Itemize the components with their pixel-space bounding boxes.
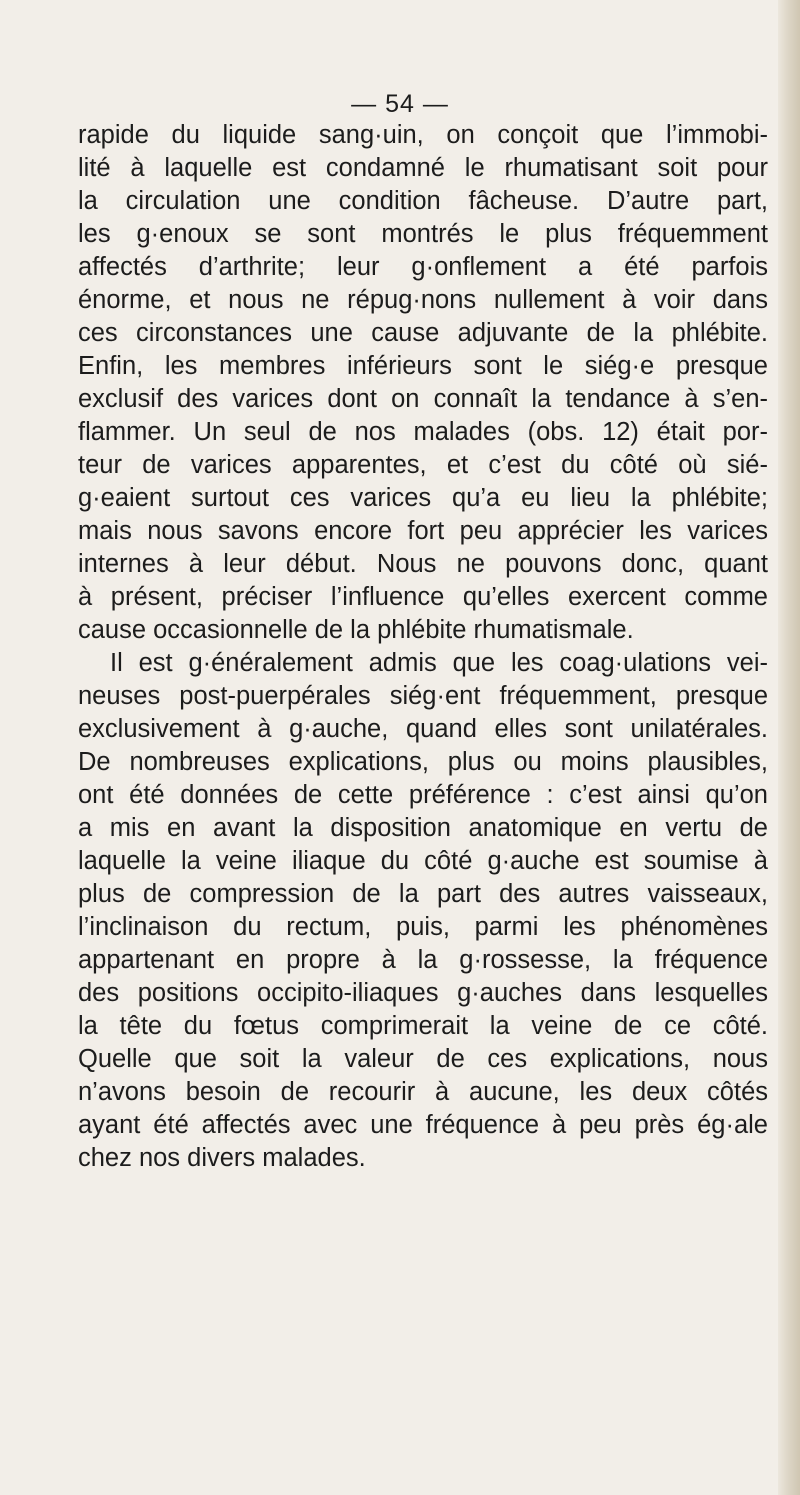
page-edge-shadow xyxy=(778,0,800,1495)
text-line: neuses post-puerpérales siég·ent fréquemment, presque xyxy=(78,682,768,710)
text-line: laquelle la veine iliaque du côté g·auche est soumise à xyxy=(78,847,768,875)
text-line: a mis en avant la disposition anatomique en vertu de xyxy=(78,814,768,842)
text-line: rapide du liquide sang·uin, on conçoit que l’immobi- xyxy=(78,121,768,149)
text-line: la circulation une condition fâcheuse. D’autre part, xyxy=(78,187,768,215)
text-line: n’avons besoin de recourir à aucune, les deux côtés xyxy=(78,1078,768,1106)
text-line: appartenant en propre à la g·rossesse, la fréquence xyxy=(78,946,768,974)
text-line: Enfin, les membres inférieurs sont le siég·e presque xyxy=(78,352,768,380)
text-line: à présent, préciser l’influence qu’elles exercent comme xyxy=(78,583,768,611)
text-line: lité à laquelle est condamné le rhumatisant soit pour xyxy=(78,154,768,182)
text-line: exclusif des varices dont on connaît la tendance à s’en- xyxy=(78,385,768,413)
text-line: énorme, et nous ne répug·nons nullement à voir dans xyxy=(78,286,768,314)
text-line: l’inclinaison du rectum, puis, parmi les phénomènes xyxy=(78,913,768,941)
text-line: teur de varices apparentes, et c’est du côté où sié- xyxy=(78,451,768,479)
text-line: cause occasionnelle de la phlébite rhumatismale. xyxy=(78,616,634,644)
text-line: mais nous savons encore fort peu apprécier les varices xyxy=(78,517,768,545)
text-line: la tête du fœtus comprimerait la veine de ce côté. xyxy=(78,1012,768,1040)
text-line: Quelle que soit la valeur de ces explications, nous xyxy=(78,1045,768,1073)
text-line: Il est g·énéralement admis que les coag·ulations vei- xyxy=(110,649,768,677)
text-line: les g·enoux se sont montrés le plus fréquemment xyxy=(78,220,768,248)
text-line: chez nos divers malades. xyxy=(78,1144,366,1172)
text-line: flammer. Un seul de nos malades (obs. 12) était por- xyxy=(78,418,768,446)
text-line: ont été données de cette préférence : c’est ainsi qu’on xyxy=(78,781,768,809)
text-line: De nombreuses explications, plus ou moins plausibles, xyxy=(78,748,768,776)
text-line: des positions occipito-iliaques g·auches dans lesquelles xyxy=(78,979,768,1007)
text-line: affectés d’arthrite; leur g·onflement a été parfois xyxy=(78,253,768,281)
page-number: — 54 — xyxy=(351,90,449,118)
text-line: g·eaient surtout ces varices qu’a eu lieu la phlébite; xyxy=(78,484,768,512)
text-line: exclusivement à g·auche, quand elles sont unilatérales. xyxy=(78,715,768,743)
text-line: internes à leur début. Nous ne pouvons donc, quant xyxy=(78,550,768,578)
text-line: ayant été affectés avec une fréquence à peu près ég·ale xyxy=(78,1111,768,1139)
text-line: plus de compression de la part des autres vaisseaux, xyxy=(78,880,768,908)
body-text xyxy=(78,119,768,1175)
text-line: ces circonstances une cause adjuvante de la phlébite. xyxy=(78,319,768,347)
